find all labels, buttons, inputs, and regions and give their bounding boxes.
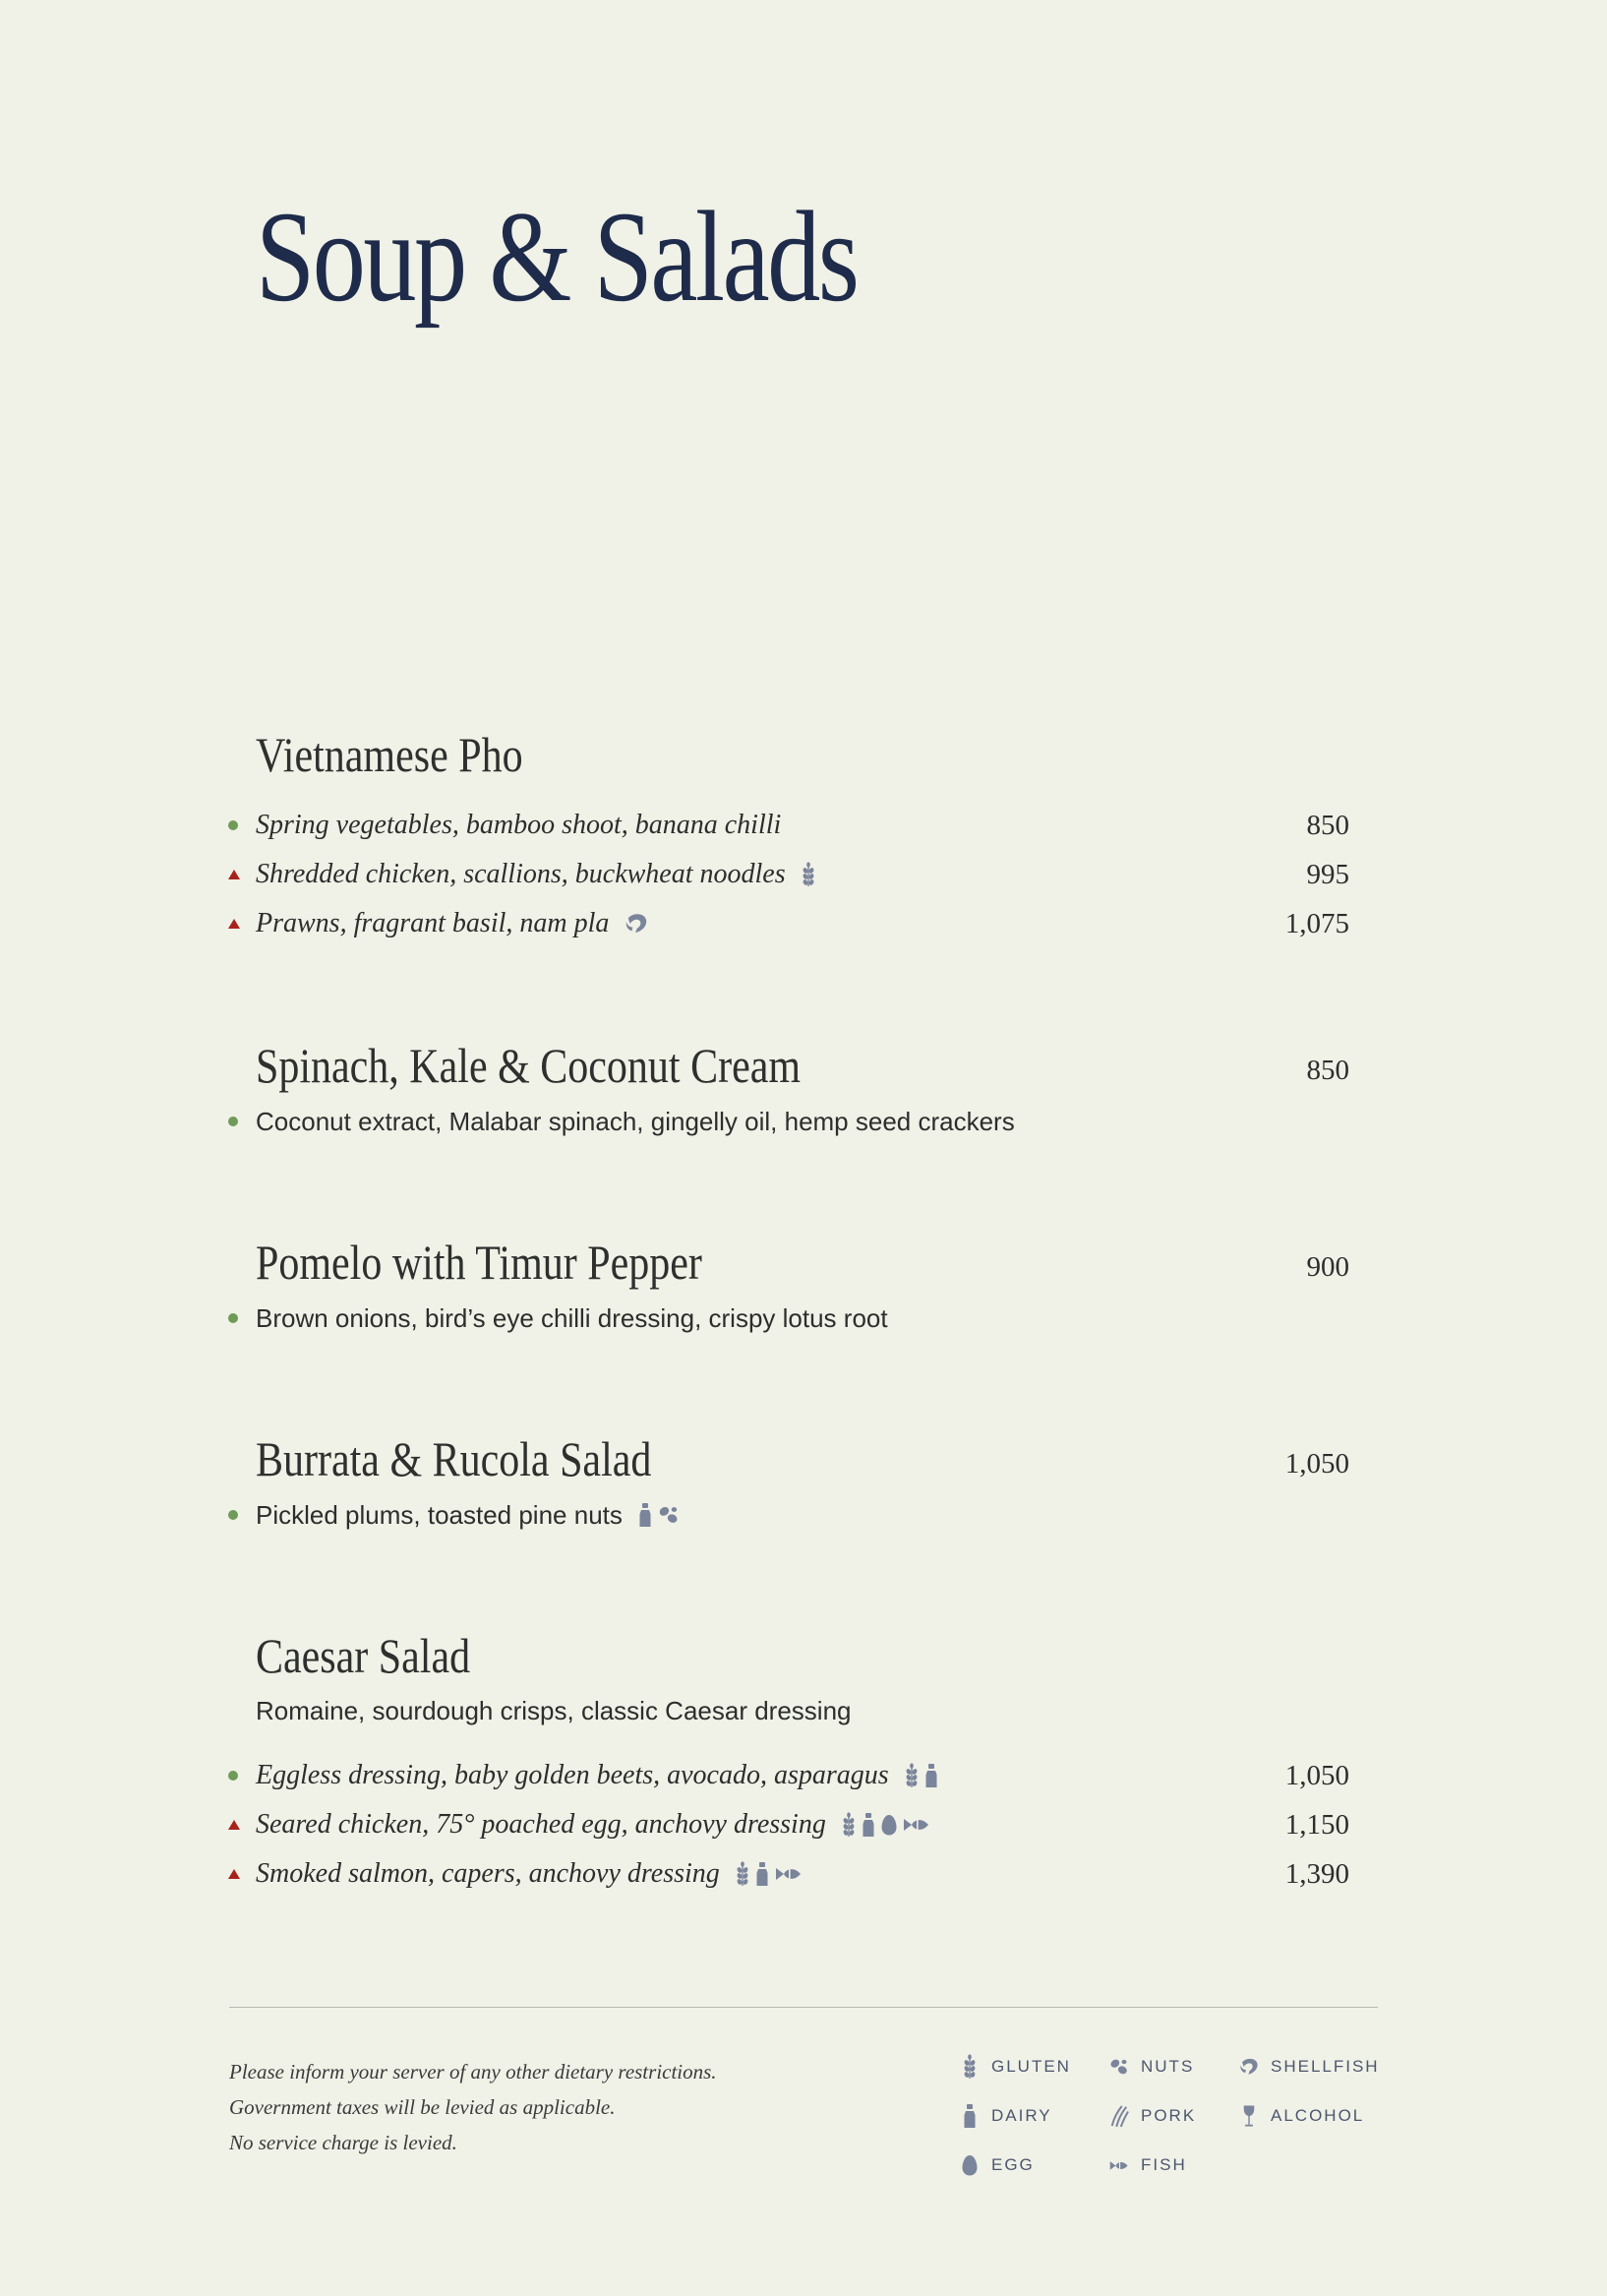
nuts-icon	[658, 1505, 680, 1525]
gluten-icon	[842, 1812, 856, 1838]
non-veg-marker	[228, 870, 256, 879]
menu-line-pho-chicken	[228, 855, 1349, 894]
legend-label: ALCOHOL	[1271, 2106, 1365, 2125]
menu-line-caesar-chicken	[228, 1805, 1349, 1844]
menu-line-spinach	[228, 1102, 1349, 1141]
legend-label: GLUTEN	[991, 2057, 1071, 2076]
gluten-icon	[802, 862, 815, 887]
dish-description: Coconut extract, Malabar spinach, gingelly oil, hemp seed crackers	[256, 1106, 1015, 1136]
legend-shellfish	[1239, 2052, 1380, 2082]
legend-nuts	[1109, 2052, 1194, 2082]
veg-marker	[228, 1510, 256, 1520]
price: 1,050	[1284, 1760, 1349, 1791]
price: 850	[1306, 1055, 1349, 1086]
dish-description: Smoked salmon, capers, anchovy dressing	[256, 1858, 720, 1889]
service-charge-note: No service charge is levied.	[229, 2131, 457, 2154]
fish-icon	[775, 1866, 803, 1882]
allergen-legend	[960, 2052, 1383, 2200]
price: 995	[1306, 859, 1349, 890]
veg-marker	[228, 1117, 256, 1126]
footer-notes	[229, 2054, 717, 2160]
legend-label: SHELLFISH	[1271, 2057, 1380, 2076]
dish-title-pomelo: Pomelo with Timur Pepper	[256, 1235, 702, 1290]
egg-icon	[960, 2154, 980, 2176]
shellfish-icon	[625, 913, 648, 935]
price: 850	[1306, 810, 1349, 841]
fish-icon	[903, 1817, 930, 1833]
dish-title-burrata: Burrata & Rucola Salad	[256, 1431, 652, 1486]
price: 1,390	[1284, 1858, 1349, 1890]
menu-line-caesar-veg	[228, 1756, 1349, 1795]
menu-line-burrata	[228, 1495, 1349, 1535]
gluten-icon	[736, 1861, 749, 1887]
dish-title-pho: Vietnamese Pho	[256, 727, 523, 782]
legend-label: NUTS	[1141, 2057, 1195, 2076]
shellfish-icon	[1239, 2056, 1259, 2078]
veg-marker	[228, 1771, 256, 1781]
egg-icon	[881, 1814, 897, 1836]
page-title: Soup & Salads	[256, 184, 858, 329]
dish-description: Pickled plums, toasted pine nuts	[256, 1499, 623, 1530]
footer-divider	[229, 2007, 1378, 2008]
legend-label: EGG	[991, 2155, 1035, 2174]
non-veg-marker	[228, 1869, 256, 1879]
dietary-note: Please inform your server of any other dietary restrictions.	[229, 2060, 717, 2084]
legend-fish	[1109, 2150, 1187, 2180]
dairy-icon	[755, 1861, 769, 1887]
price: 1,050	[1284, 1448, 1349, 1480]
legend-pork	[1109, 2101, 1196, 2131]
legend-gluten	[960, 2052, 1071, 2082]
dish-description: Spring vegetables, bamboo shoot, banana chilli	[256, 810, 782, 840]
menu-line-caesar-base	[256, 1691, 1377, 1730]
gluten-icon	[905, 1763, 919, 1788]
dairy-icon	[862, 1812, 875, 1838]
menu-line-caesar-salmon	[228, 1854, 1349, 1894]
dairy-icon	[638, 1502, 652, 1528]
fish-icon	[1109, 2158, 1129, 2173]
dish-description: Seared chicken, 75° poached egg, anchovy dressing	[256, 1809, 826, 1840]
veg-marker	[228, 1313, 256, 1323]
legend-alcohol	[1239, 2101, 1364, 2131]
dish-title-spinach: Spinach, Kale & Coconut Cream	[256, 1038, 802, 1093]
dish-description: Shredded chicken, scallions, buckwheat noodles	[256, 859, 786, 889]
price: 1,150	[1284, 1809, 1349, 1841]
dish-description: Romaine, sourdough crisps, classic Caesar dressing	[256, 1695, 852, 1725]
legend-egg	[960, 2150, 1035, 2180]
menu-line-pho-prawns	[228, 904, 1349, 943]
dairy-icon	[924, 1763, 938, 1788]
legend-label: FISH	[1141, 2155, 1187, 2174]
dairy-icon	[960, 2103, 980, 2129]
price: 1,075	[1284, 908, 1349, 939]
legend-label: DAIRY	[991, 2106, 1052, 2125]
gluten-icon	[960, 2054, 980, 2080]
dish-description: Eggless dressing, baby golden beets, avocado, asparagus	[256, 1760, 889, 1790]
pork-icon	[1109, 2104, 1129, 2128]
dish-description: Prawns, fragrant basil, nam pla	[256, 908, 610, 938]
nuts-icon	[1109, 2057, 1129, 2077]
dish-description: Brown onions, bird’s eye chilli dressing, crispy lotus root	[256, 1302, 888, 1333]
tax-note: Government taxes will be levied as applicable.	[229, 2095, 616, 2119]
menu-line-pomelo	[228, 1299, 1349, 1338]
menu-line-pho-veg	[228, 806, 1349, 845]
legend-dairy	[960, 2101, 1052, 2131]
alcohol-icon	[1239, 2104, 1259, 2128]
dish-title-caesar: Caesar Salad	[256, 1628, 471, 1683]
veg-marker	[228, 820, 256, 830]
price: 900	[1306, 1251, 1349, 1283]
non-veg-marker	[228, 1820, 256, 1830]
non-veg-marker	[228, 919, 256, 929]
legend-label: PORK	[1141, 2106, 1197, 2125]
